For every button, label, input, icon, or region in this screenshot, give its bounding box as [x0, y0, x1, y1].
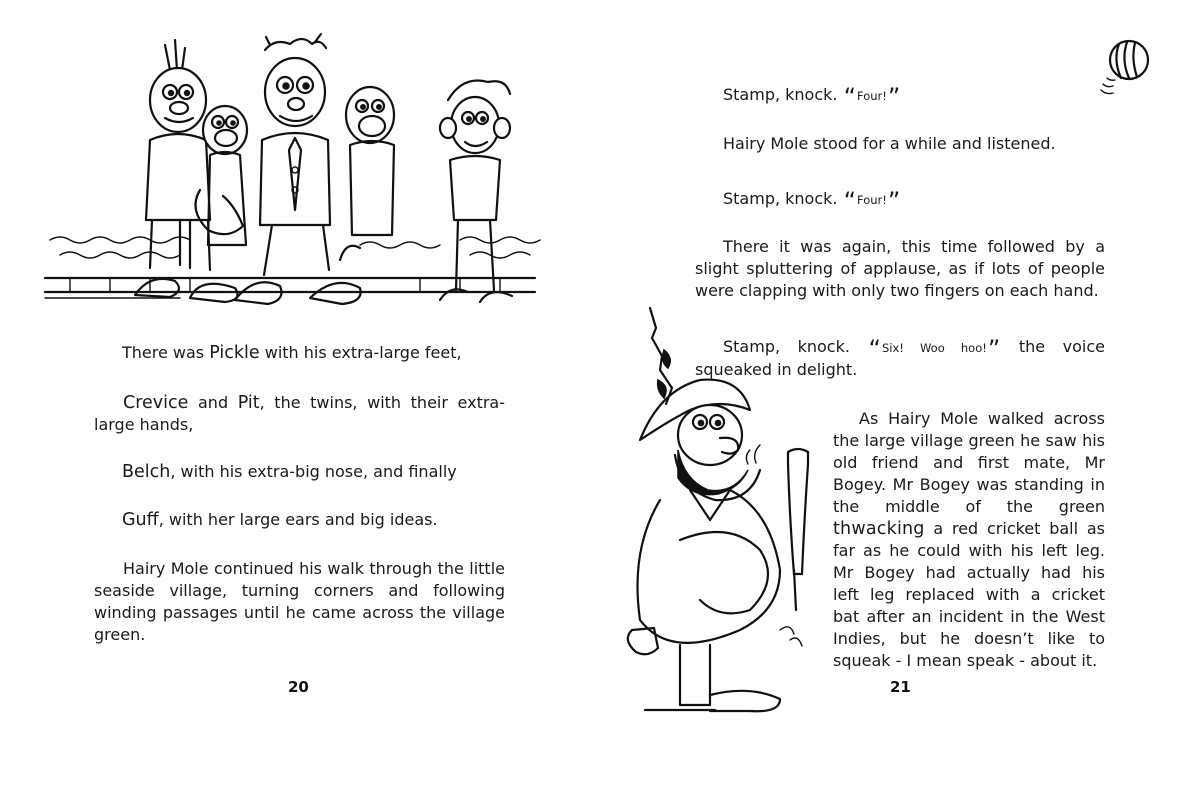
character-name-pit: Pit [237, 393, 260, 413]
open-quote: “ [868, 335, 881, 363]
mr-bogey-illustration [620, 300, 850, 720]
text: with his extra-large feet, [259, 343, 462, 362]
close-quote: ” [987, 335, 1001, 363]
paragraph-walk: Hairy Mole continued his walk through the little seaside village, turning corners and following winding passages until he came across the village green. [94, 559, 505, 644]
paragraph-belch [122, 461, 522, 483]
text: As Hairy Mole walked across the large village green he saw his old friend and first mate, Mr Bogey. Mr Bogey was standing in the middle of the green [833, 409, 1105, 516]
close-quote: ” [887, 83, 901, 111]
characters-illustration [40, 30, 540, 330]
text: Stamp, knock. [723, 189, 843, 208]
text: , the twins, with their extra-large hands, [94, 393, 505, 434]
page-number-right: 21 [890, 678, 911, 696]
paragraph-mr-bogey [833, 408, 1105, 672]
text: and [188, 393, 238, 412]
character-name-guff: Guff [122, 510, 159, 530]
character-name-crevice: Crevice [123, 393, 189, 413]
close-quote: ” [887, 187, 901, 215]
text: a red cricket ball as far as he could with his left leg. Mr Bogey had actually had his left leg replaced with a cricket bat after an incident in the West Indies, but he doesn’t like to squeak - I mean speak - about it. [833, 519, 1105, 670]
text: the voice squeaked in delight. [695, 337, 1106, 379]
text: Stamp, knock. [723, 337, 868, 356]
text: There was [122, 343, 210, 362]
text: , with her large ears and big ideas. [158, 510, 438, 529]
shout-text: Six! Woo hoo! [881, 341, 987, 355]
open-quote: “ [843, 83, 857, 111]
paragraph-crevice-pit [94, 392, 505, 436]
paragraph-pickle [122, 342, 522, 364]
right-page [600, 0, 1200, 787]
shout-text: Four! [857, 89, 887, 103]
text: , with his extra-big nose, and finally [170, 462, 457, 481]
paragraph-listened: Hairy Mole stood for a while and listened. [723, 134, 1056, 153]
emphasis-thwacking: thwacking [833, 519, 925, 539]
text: Stamp, knock. [723, 85, 843, 104]
character-name-pickle: Pickle [209, 343, 260, 363]
character-name-belch: Belch [122, 462, 171, 482]
paragraph-four-2 [723, 187, 1123, 215]
paragraph-applause: There it was again, this time followed by a slight spluttering of applause, as if lots of people were clapping with only two fingers on each hand. [695, 237, 1105, 300]
open-quote: “ [843, 187, 857, 215]
paragraph-guff [122, 509, 522, 531]
shout-text: Four! [857, 193, 887, 207]
page-number-left: 20 [288, 678, 309, 696]
paragraph-four-1 [723, 83, 1123, 111]
